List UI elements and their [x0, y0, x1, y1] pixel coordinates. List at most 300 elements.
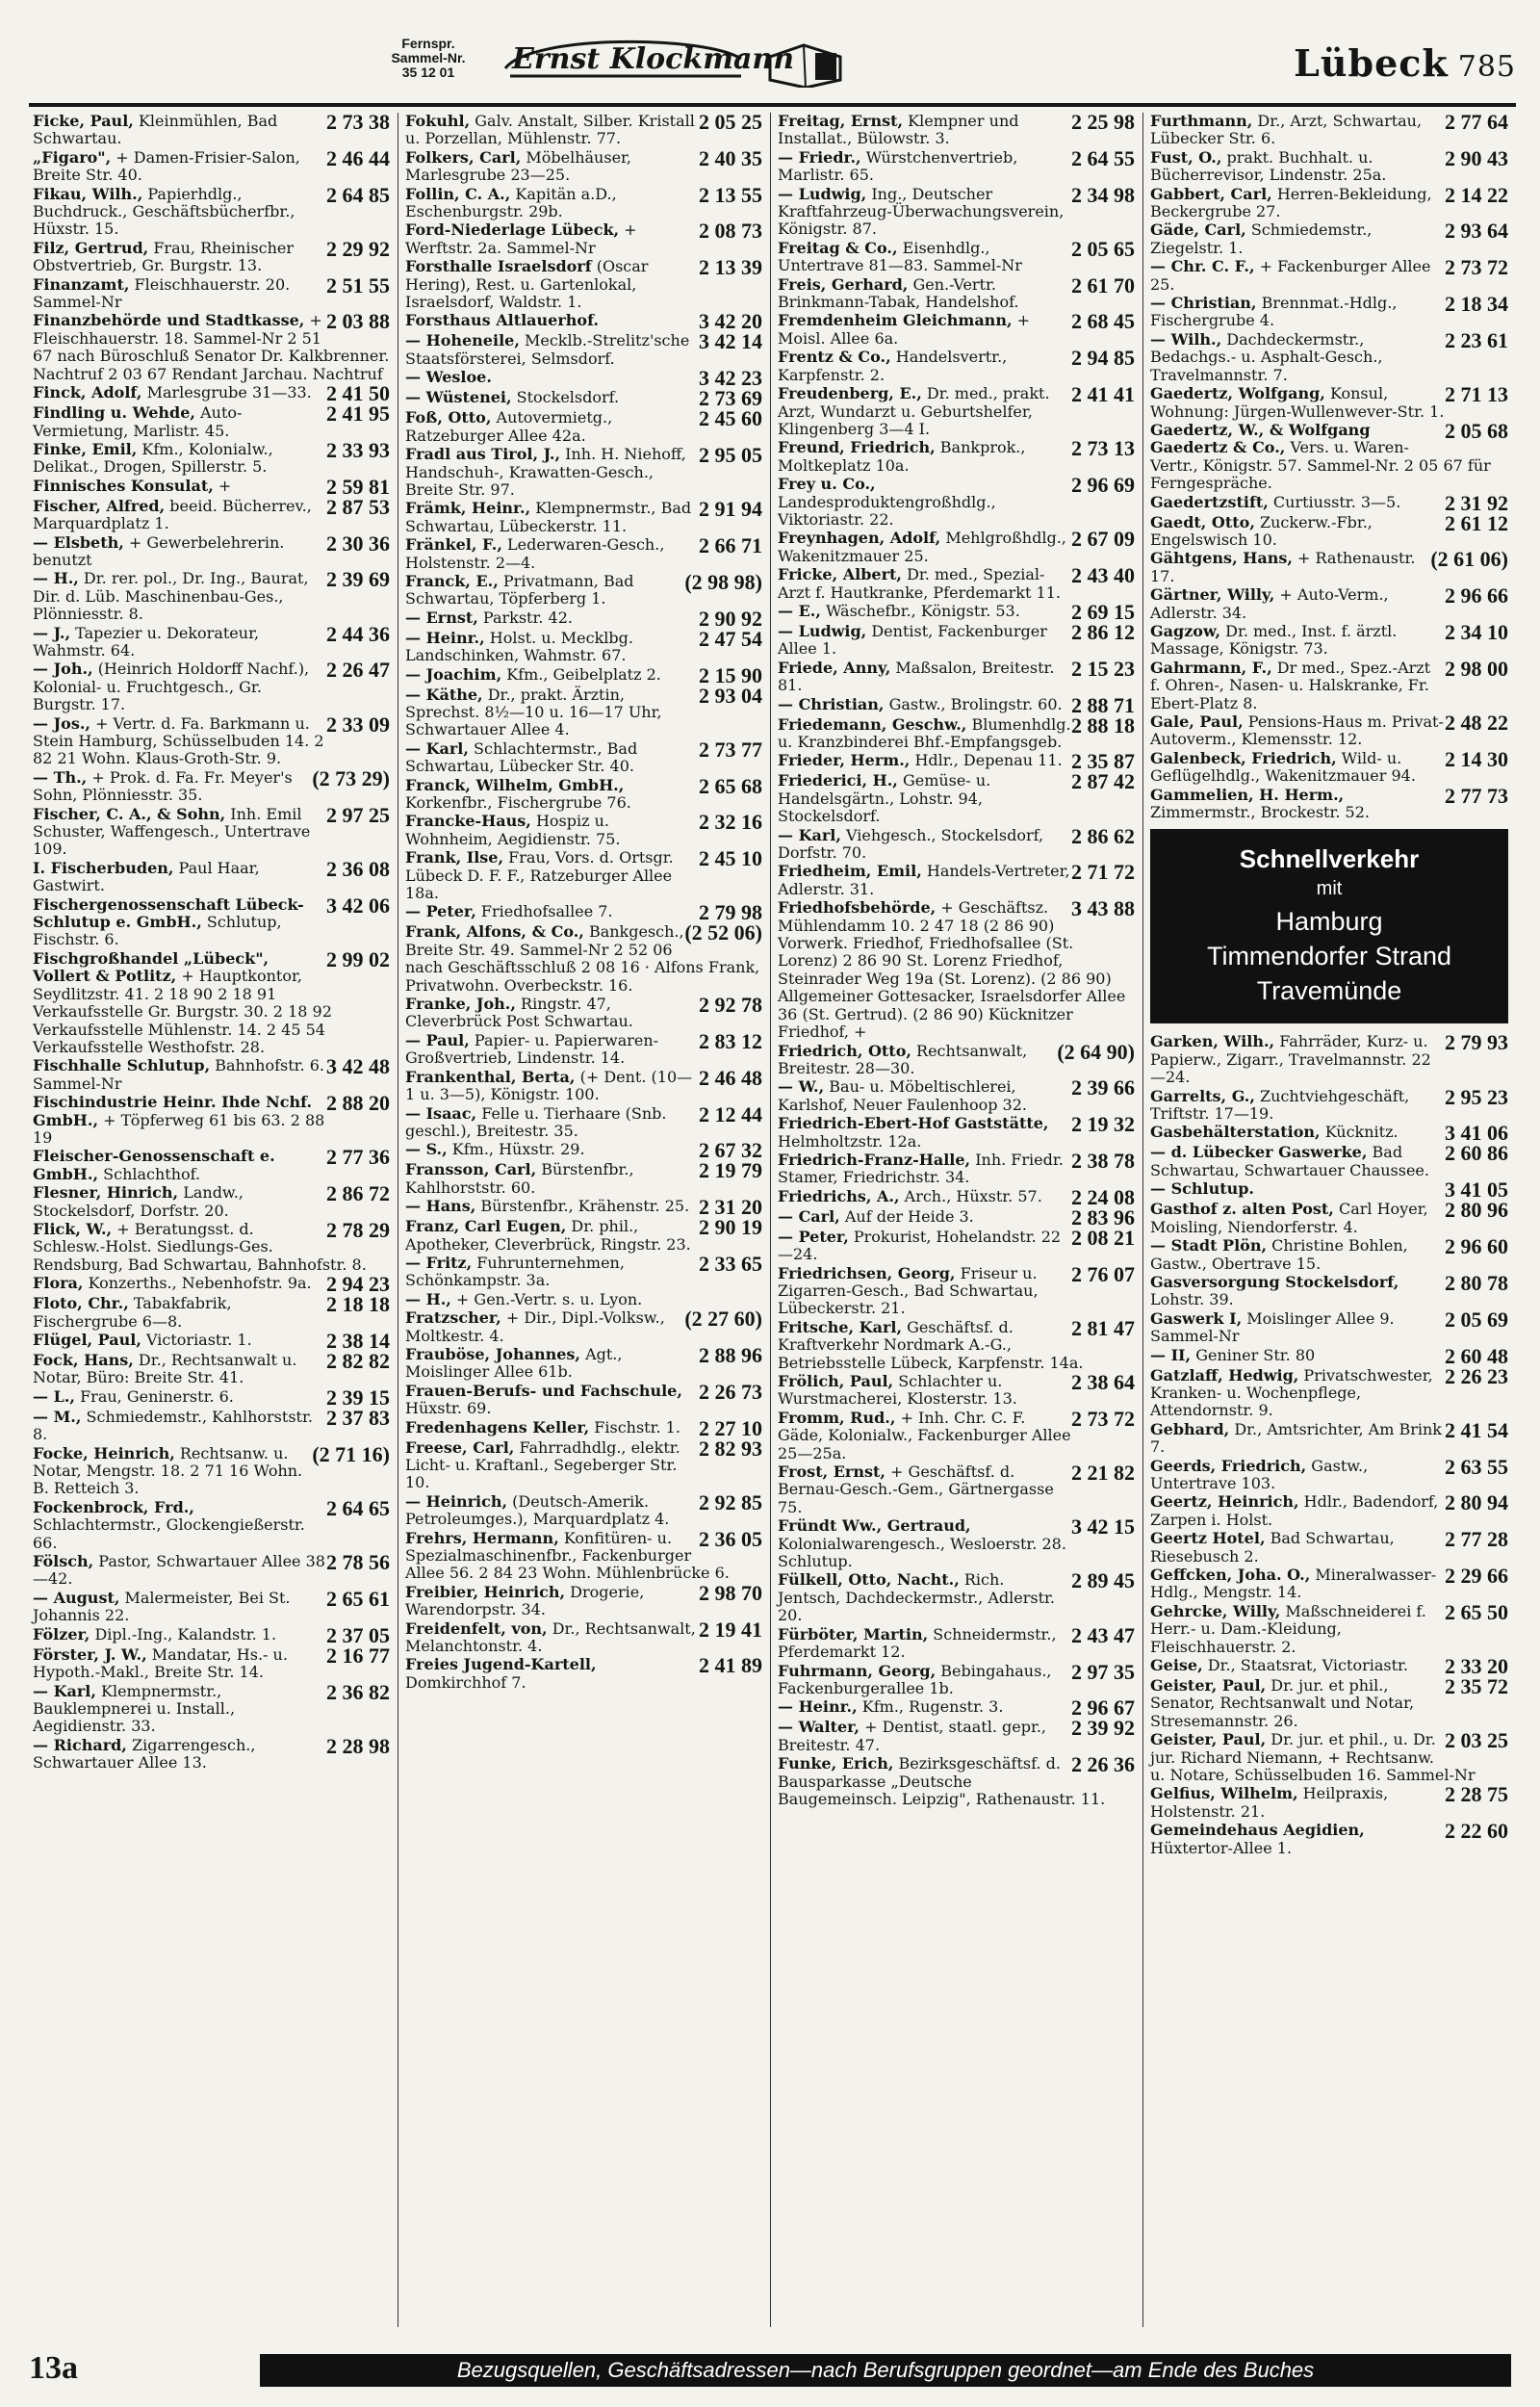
entry-details: Bankgesch., Breite Str. 49. Sammel-Nr 2 52 06 nach Geschäftsschluß 2 08 16 · Alfons Frank, Privatwohn. Overbeckstr. 16. [405, 922, 760, 995]
directory-entry [1150, 1084, 1508, 1124]
entry-details: Zimmermstr., Brockestr. 52. [1150, 803, 1370, 822]
directory-entry [405, 533, 762, 572]
entry-phone-number: 2 22 60 [1445, 1819, 1508, 1844]
sammel-number: 35 12 01 [401, 65, 455, 80]
directory-entry [778, 527, 1135, 565]
entry-phone-number: 2 92 78 [699, 993, 762, 1018]
entry-details: Handelsvertr., Karpfenstr. 2. [778, 348, 1008, 384]
entry-phone-number: 2 38 64 [1071, 1370, 1135, 1394]
entry-name: — Christian, [778, 694, 885, 713]
entry-name: — Joachim, [405, 664, 502, 684]
entry-phone-number: 2 90 19 [699, 1215, 762, 1240]
directory-entry [33, 1292, 390, 1331]
entry-phone-number: 3 41 05 [1445, 1178, 1508, 1203]
entry-details: Domkirchhof 7. [405, 1672, 526, 1692]
entry-phone-number: 2 32 16 [699, 810, 762, 835]
entry-details: Schlachtermstr., Bad Schwartau, Lübecker Str. 40. [405, 738, 638, 776]
entry-details: Frau, Rheinischer Obstvertrieb, Gr. Burgstr. 13. [33, 238, 295, 275]
entry-name: Frölich, Paul, [778, 1372, 894, 1390]
directory-entry [1150, 1198, 1508, 1236]
entry-name: Freis, Gerhard, [778, 274, 909, 294]
entry-name: Ficke, Paul, [33, 113, 134, 130]
directory-entry [33, 401, 390, 440]
entry-details: (Deutsch-Amerik. Petroleumges.), Marquardplatz 4. [405, 1491, 670, 1529]
directory-entry [405, 662, 762, 687]
directory-entry [33, 474, 390, 499]
entry-name: Franke, Joh., [405, 995, 516, 1014]
directory-columns [29, 113, 1516, 2327]
directory-entry [778, 1514, 1135, 1571]
directory-entry [33, 1385, 390, 1410]
directory-entry [405, 1342, 762, 1382]
entry-details: Herren-Bekleidung, Beckergrube 27. [1150, 184, 1432, 221]
entry-details: Christine Bohlen, Gastw., Obertrave 15. [1150, 1236, 1408, 1273]
entry-details: Hüxtertor-Allee 1. [1150, 1838, 1293, 1857]
entry-phone-number: 2 90 43 [1445, 145, 1508, 170]
entry-details: Friseur u. Zigarren-Gesch., Bad Schwartau, Lübeckerstr. 21. [778, 1263, 1039, 1318]
entry-phone-number: (2 52 06) [684, 920, 762, 945]
directory-entry [1150, 145, 1508, 185]
entry-details: Würstchenvertrieb, Marlistr. 65. [778, 147, 1018, 185]
entry-name: — August, [33, 1588, 120, 1607]
entry-details: Klempnermstr., Bad Schwartau, Lübeckerstr. 11. [405, 499, 692, 535]
entry-phone-number: 2 28 75 [1445, 1782, 1508, 1807]
entry-phone-number: 2 64 85 [326, 182, 390, 207]
entry-phone-number: 2 88 20 [326, 1091, 390, 1116]
entry-name: — Heinr., [778, 1697, 858, 1717]
phone-info [371, 36, 486, 80]
entry-details: Schneidermstr., Pferdemarkt 12. [778, 1624, 1057, 1662]
directory-entry [405, 1379, 762, 1418]
entry-details: Frau, Geninerstr. 6. [80, 1386, 234, 1406]
header-rule [29, 103, 1516, 107]
directory-entry [405, 993, 762, 1031]
entry-name: Garrelts, G., [1150, 1086, 1255, 1105]
entry-details: Maßschneiderei f. Herr.- u. Dam.-Kleidung, Fleischhauerstr. 2. [1150, 1601, 1426, 1656]
entry-details: Schlachtermstr., Glockengießerstr. 66. [33, 1515, 305, 1552]
directory-entry [778, 346, 1135, 384]
entry-phone-number: 2 18 18 [326, 1292, 390, 1317]
entry-details: Mineralwasser-Hdlg., Mengstr. 14. [1150, 1566, 1437, 1602]
directory-entry [778, 823, 1135, 863]
column-2 [401, 113, 771, 2327]
entry-phone-number: 2 71 13 [1445, 382, 1508, 407]
entry-phone-number: 2 78 56 [326, 1550, 390, 1575]
entry-details: Korkenfbr., Fischergrube 76. [405, 793, 631, 812]
entry-name: Fürböter, Martin, [778, 1624, 929, 1643]
entry-phone-number: 2 36 82 [326, 1679, 390, 1704]
entry-name: Fritsche, Karl, [778, 1317, 903, 1336]
entry-details: Kfm., Rugenstr. 3. [861, 1697, 1004, 1717]
entry-details: (Heinrich Holdorff Nachf.), Kolonial- u. Fruchtgesch., Gr. Burgstr. 17. [33, 660, 310, 714]
directory-entry [778, 599, 1135, 624]
directory-entry [405, 683, 762, 739]
entry-phone-number: 2 90 92 [699, 606, 762, 631]
entry-name: Fränkel, F., [405, 535, 502, 555]
entry-name: Fransson, Carl, [405, 1160, 537, 1179]
entry-details: Tapezier u. Dekorateur, Wahmstr. 64. [33, 623, 260, 660]
entry-details: Dr. med., Inst. f. ärztl. Massage, Königstr. 73. [1150, 621, 1398, 659]
directory-entry [778, 1261, 1135, 1318]
directory-entry [1150, 1782, 1508, 1821]
entry-name: — Ludwig, [778, 621, 867, 640]
entry-phone-number: 2 26 36 [1071, 1752, 1135, 1777]
entry-details: Kleinmühlen, Bad Schwartau. [33, 113, 278, 148]
directory-entry [405, 1309, 762, 1345]
entry-name: Finanzamt, [33, 274, 130, 294]
entry-phone-number: 2 76 07 [1071, 1261, 1135, 1286]
directory-entry [778, 1568, 1135, 1625]
directory-entry [405, 810, 762, 848]
entry-name: Forsthaus Altlauerhof. [405, 311, 599, 330]
entry-name: — Walter, [778, 1718, 860, 1737]
entry-name: Geister, Paul, [1150, 1676, 1267, 1695]
entry-phone-number: 3 42 15 [1071, 1514, 1135, 1540]
entry-phone-number: 2 65 68 [699, 773, 762, 798]
directory-entry [33, 309, 390, 383]
entry-details: Mandatar, Hs.- u. Hypoth.-Makl., Breite Str. 14. [33, 1644, 288, 1682]
brand-logo-graphic [500, 30, 866, 88]
directory-entry [1150, 1654, 1508, 1679]
entry-phone-number: 2 19 79 [699, 1158, 762, 1183]
entry-details: Dr., Rechtsanwalt u. Notar, Büro: Breite Str. 41. [33, 1351, 297, 1387]
directory-entry [33, 1145, 390, 1183]
entry-details: Zigarrengesch., Schwartauer Allee 13. [33, 1735, 256, 1773]
entry-name: — Karl, [778, 825, 841, 844]
directory-entry [33, 1622, 390, 1647]
entry-phone-number: 2 03 25 [1445, 1728, 1508, 1753]
entry-details: + Fleischhauerstr. 18. Sammel-Nr 2 51 67 nach Büroschluß Senator Dr. Kalkbrenner. Nachtruf 2 03 67 Rendant Jarchau. Nachtruf [33, 311, 390, 383]
directory-entry [1150, 1363, 1508, 1420]
entry-details: + Beratungsst. d. Schlesw.-Holst. Siedlungs-Ges. Rendsburg, Bad Schwartau, Bahnhofstr. 8. [33, 1219, 367, 1274]
entry-phone-number: 2 80 78 [1445, 1270, 1508, 1295]
entry-phone-number: 3 42 48 [326, 1054, 390, 1079]
directory-entry [405, 1028, 762, 1068]
directory-entry [778, 1406, 1135, 1462]
directory-entry [405, 1436, 762, 1492]
entry-details: Arch., Hüxstr. 57. [904, 1186, 1042, 1205]
entry-name: Frehrs, Hermann, [405, 1528, 559, 1547]
entry-details: Pastor, Schwartauer Allee 38—42. [33, 1552, 325, 1589]
entry-phone-number: 2 12 44 [699, 1101, 762, 1126]
entry-phone-number: 2 19 32 [1071, 1112, 1135, 1137]
entry-details: Bad Schwartau, Riesebusch 2. [1150, 1529, 1395, 1566]
entry-name: I. Fischerbuden, [33, 858, 174, 877]
entry-phone-number: 2 39 69 [326, 567, 390, 592]
entry-name: Fradl aus Tirol, J., [405, 445, 561, 464]
directory-entry [33, 660, 390, 713]
directory-entry [405, 1065, 762, 1104]
entry-phone-number: 2 87 42 [1071, 769, 1135, 794]
entry-phone-number: 2 99 02 [326, 946, 390, 971]
directory-entry [778, 749, 1135, 774]
directory-entry [778, 1039, 1135, 1078]
entry-name: Gasthof z. alten Post, [1150, 1200, 1334, 1219]
entry-details: Heilpraxis, Holstenstr. 21. [1150, 1784, 1389, 1821]
entry-phone-number: 2 36 08 [326, 856, 390, 881]
entry-details: Bebingahaus., Fackenburgerallee 1b. [778, 1661, 1052, 1697]
entry-phone-number: 3 42 20 [699, 309, 762, 334]
entry-details: Parkstr. 42. [482, 608, 573, 627]
entry-name: Galenbeck, Friedrich, [1150, 748, 1337, 767]
directory-entry [1150, 783, 1508, 822]
entry-phone-number: 2 35 87 [1071, 749, 1135, 774]
directory-entry [33, 946, 390, 1056]
entry-phone-number: (2 64 90) [1057, 1039, 1135, 1064]
entry-phone-number: (2 27 60) [684, 1307, 762, 1332]
entry-name: Freese, Carl, [405, 1437, 515, 1457]
entry-details: Dr. med., prakt. Arzt, Wundarzt u. Geburtshelfer, Klingenberg 3—4 I. [778, 384, 1050, 438]
entry-details: Gastw., Untertrave 103. [1150, 1456, 1369, 1492]
entry-name: Gaedertzstift, [1150, 492, 1269, 511]
directory-entry [778, 1695, 1135, 1721]
entry-details: Dr. jur. et phil., u. Dr. jur. Richard Niemann, + Rechtsanw. u. Notare, Schüsselbuden 16. Sammel-Nr [1150, 1730, 1476, 1785]
directory-entry [778, 436, 1135, 475]
directory-entry [405, 737, 762, 776]
directory-entry [405, 1653, 762, 1692]
entry-phone-number: 2 97 35 [1071, 1659, 1135, 1684]
entry-phone-number: 2 69 15 [1071, 599, 1135, 624]
entry-name: Friedrich-Ebert-Hof Gaststätte, [778, 1114, 1049, 1133]
directory-entry [33, 272, 390, 312]
entry-name: Friedhofsbehörde, [778, 898, 937, 918]
entry-name: Franck, Wilhelm, GmbH., [405, 775, 625, 794]
entry-details: Dipl.-Ing., Kalandstr. 1. [94, 1624, 277, 1643]
entry-details: Zuchtviehgeschäft, Triftstr. 17—19. [1150, 1086, 1410, 1124]
entry-name: — Isaac, [405, 1103, 477, 1123]
entry-name: Finnisches Konsulat, [33, 476, 214, 495]
entry-phone-number: 2 77 73 [1445, 783, 1508, 808]
entry-phone-number: 2 60 86 [1445, 1141, 1508, 1166]
directory-entry [1150, 746, 1508, 786]
entry-name: Ford-Niederlage Lübeck, [405, 220, 620, 240]
directory-entry [33, 437, 390, 477]
entry-name: — Ludwig, [778, 184, 867, 203]
entry-phone-number: 2 41 41 [1071, 382, 1135, 407]
page-header [29, 14, 1516, 103]
footer-banner: Bezugsquellen, Geschäftsadressen—nach Berufsgruppen geordnet—am Ende des Buches [260, 2354, 1511, 2387]
directory-entry [778, 1315, 1135, 1372]
entry-phone-number: 2 73 72 [1071, 1406, 1135, 1431]
entry-name: Freibier, Heinrich, [405, 1582, 566, 1601]
entry-name: — Friedr., [778, 147, 861, 167]
entry-details: Frau, Vors. d. Ortsgr. Lübeck D. F. F., Ratzeburger Allee 18a. [405, 848, 674, 903]
entry-name: Friedrichsen, Georg, [778, 1263, 956, 1282]
entry-phone-number: 2 40 35 [699, 145, 762, 170]
entry-details: Rechtsanw. u. Notar, Mengstr. 18. 2 71 16 Wohn. B. Retteich 3. [33, 1443, 303, 1498]
directory-entry [33, 145, 390, 185]
directory-entry [405, 1415, 762, 1440]
entry-details: + Geschäftsf. d. Bernau-Gesch.-Gem., Gärtnergasse 75. [778, 1462, 1054, 1516]
entry-name: Fuhrmann, Georg, [778, 1661, 937, 1680]
entry-name: — L., [33, 1386, 75, 1406]
directory-entry [33, 1733, 390, 1773]
directory-entry [405, 626, 762, 665]
entry-details: Tabakfabrik, Fischergrube 6—8. [33, 1294, 232, 1331]
entry-name: Friedrichs, A., [778, 1186, 900, 1205]
entry-details: Dr., Arzt, Schwartau, Lübecker Str. 6. [1150, 113, 1423, 148]
entry-details: Bürstenfbr., Krähenstr. 25. [480, 1197, 690, 1216]
entry-details: beeid. Bücherrev., Marquardplatz 1. [33, 496, 312, 533]
entry-details: Moislinger Allee 9. Sammel-Nr [1150, 1308, 1395, 1346]
entry-name: — H., [405, 1289, 451, 1308]
directory-entry [33, 1217, 390, 1274]
entry-name: Fockenbrock, Frd., [33, 1497, 194, 1516]
entry-details: Drogerie, Warendorpstr. 34. [405, 1582, 645, 1619]
entry-name: Franck, E., [405, 571, 499, 590]
directory-entry [778, 1075, 1135, 1114]
entry-name: Finanzbehörde und Stadtkasse, [33, 311, 305, 330]
entry-details: Prokurist, Hohelandstr. 22—24. [778, 1227, 1062, 1264]
entry-phone-number: 2 68 45 [1071, 309, 1135, 334]
entry-details: Galv. Anstalt, Silber. Kristall u. Porzellan, Mühlenstr. 77. [405, 113, 695, 148]
entry-name: Follin, C. A., [405, 184, 511, 203]
entry-name: — S., [405, 1140, 448, 1159]
entry-phone-number: 2 79 93 [1445, 1030, 1508, 1055]
entry-details: + Töpferweg 61 bis 63. 2 88 19 [33, 1110, 325, 1147]
entry-phone-number: 2 86 62 [1071, 823, 1135, 848]
directory-entry [778, 1148, 1135, 1187]
entry-details: + [218, 476, 232, 495]
entry-name: — Hoheneile, [405, 331, 520, 350]
directory-entry [33, 494, 390, 533]
entry-details: Bankprok., Moltkeplatz 10a. [778, 438, 1026, 475]
entry-name: Finke, Emil, [33, 439, 138, 458]
entry-name: Findling u. Wehde, [33, 403, 195, 423]
entry-details: Privatmann, Bad Schwartau, Töpferberg 1. [405, 571, 634, 608]
entry-name: Frost, Ernst, [778, 1462, 886, 1482]
fernspr-label: Fernspr. [401, 36, 455, 51]
entry-phone-number: 2 73 13 [1071, 436, 1135, 461]
entry-name: Gasversorgung Stockelsdorf, [1150, 1272, 1399, 1291]
entry-phone-number: 2 16 77 [326, 1643, 390, 1668]
entry-details: Rechtsanwalt, Breitestr. 28—30. [778, 1041, 1028, 1077]
entry-details: Schlachter u. Wurstmacherei, Klosterstr. 13. [778, 1372, 1017, 1409]
entry-name: — Th., [33, 767, 88, 787]
entry-details: Paul Haar, Gastwirt. [33, 858, 260, 895]
entry-phone-number: 2 35 72 [1445, 1674, 1508, 1699]
directory-entry [1150, 547, 1508, 585]
directory-entry [778, 309, 1135, 348]
entry-details: Papier- u. Papierwaren-Großvertrieb, Lindenstr. 14. [405, 1030, 659, 1068]
entry-name: — J., [33, 623, 71, 642]
entry-name: Gammelien, H. Herm., [1150, 785, 1345, 804]
directory-entry [1150, 182, 1508, 221]
directory-entry [33, 236, 390, 275]
entry-details: Pensions-Haus m. Privat-Autoverm., Klemensstr. 12. [1150, 712, 1444, 749]
entry-phone-number: 2 61 70 [1071, 272, 1135, 298]
column-3 [774, 113, 1143, 2327]
entry-phone-number: 3 42 14 [699, 329, 762, 354]
entry-phone-number: 2 73 77 [699, 737, 762, 762]
entry-details: Schlachthof. [103, 1164, 201, 1183]
entry-details: + Vertr. d. Fa. Barkmann u. Stein Hamburg, Schüsselbuden 14. 2 82 21 Wohn. Klaus-Groth-Str. 9. [33, 713, 324, 768]
directory-entry [405, 443, 762, 499]
entry-phone-number: 2 60 48 [1445, 1343, 1508, 1368]
directory-entry [778, 113, 1135, 148]
entry-details: Wäschefbr., Königstr. 53. [826, 601, 1020, 620]
entry-name: Friede, Anny, [778, 658, 891, 677]
entry-phone-number: 2 73 38 [326, 113, 390, 134]
directory-entry [405, 1195, 762, 1220]
entry-name: Frank, Ilse, [405, 848, 504, 867]
directory-entry [1150, 1234, 1508, 1273]
entry-name: Flesner, Hinrich, [33, 1183, 179, 1203]
entry-name: — Schlutup. [1150, 1179, 1254, 1199]
entry-name: — Carl, [778, 1206, 840, 1226]
directory-entry [33, 1495, 390, 1552]
entry-phone-number: 2 05 65 [1071, 236, 1135, 261]
entry-phone-number: 2 96 69 [1071, 473, 1135, 498]
directory-entry [778, 1716, 1135, 1754]
entry-phone-number: 2 66 71 [699, 533, 762, 558]
directory-entry [405, 1101, 762, 1141]
entry-phone-number: 2 39 15 [326, 1385, 390, 1410]
entry-details: Klempnermstr., Bauklempnerei u. Install., Aegidienstr. 33. [33, 1681, 236, 1736]
directory-entry [405, 1215, 762, 1254]
directory-entry [1150, 292, 1508, 330]
entry-phone-number: 2 67 32 [699, 1138, 762, 1163]
entry-name: Gatzlaff, Hedwig, [1150, 1365, 1299, 1385]
directory-entry [778, 619, 1135, 659]
entry-name: — Stadt Plön, [1150, 1236, 1268, 1255]
entry-details: Kfm., Hüxstr. 29. [451, 1140, 585, 1159]
advertisement-box [1150, 829, 1508, 1023]
entry-details: (Oscar Hering), Rest. u. Gartenlokal, Israelsdorf, Waldstr. 1. [405, 257, 649, 312]
directory-entry [33, 531, 390, 570]
city-title [1294, 41, 1516, 85]
entry-details: Autovermietg., Ratzeburger Allee 42a. [405, 408, 613, 445]
directory-entry [33, 712, 390, 768]
directory-entry [1150, 1728, 1508, 1785]
entry-name: Frentz & Co., [778, 348, 891, 367]
entry-name: Gaedertz, W., & Wolfgang Gaedertz & Co., [1150, 420, 1371, 457]
entry-name: Gasbehälterstation, [1150, 1123, 1321, 1142]
entry-phone-number: 2 67 09 [1071, 527, 1135, 552]
entry-details: Brennmat.-Hdlg., Fischergrube 4. [1150, 294, 1398, 330]
entry-name: — Peter, [405, 902, 476, 921]
entry-phone-number: 2 77 28 [1445, 1527, 1508, 1552]
ad-line1: Schnellverkehr [1239, 844, 1420, 874]
entry-details: Fahrradhdlg., elektr. Licht- u. Kraftanl., Segeberger Str. 10. [405, 1437, 680, 1492]
directory-entry [405, 329, 762, 368]
entry-name: — Fritz, [405, 1253, 473, 1272]
entry-phone-number: 2 41 50 [326, 381, 390, 406]
entry-name: — d. Lübecker Gaswerke, [1150, 1143, 1368, 1162]
entry-name: — Jos., [33, 713, 90, 733]
entry-phone-number: 2 28 98 [326, 1733, 390, 1758]
entry-name: Gähtgens, Hans, [1150, 549, 1293, 568]
directory-entry [778, 692, 1135, 717]
entry-details: Zuckerw.-Fbr., Engelswisch 10. [1150, 512, 1373, 549]
entry-details: + Prok. d. Fa. Fr. Meyer's Sohn, Plönniesstr. 35. [33, 767, 293, 805]
directory-entry [405, 145, 762, 185]
entry-name: Freies Jugend-Kartell, [405, 1655, 597, 1674]
entry-details: Eisenhdlg., Untertrave 81—83. Sammel-Nr [778, 238, 1022, 275]
directory-entry [33, 1349, 390, 1387]
directory-entry [1150, 1178, 1508, 1203]
page-footer [29, 2350, 1516, 2389]
entry-phone-number: 2 13 39 [699, 255, 762, 280]
entry-phone-number: 2 97 25 [326, 802, 390, 827]
entry-phone-number: 2 13 55 [699, 182, 762, 207]
entry-phone-number: 3 41 06 [1445, 1121, 1508, 1146]
entry-phone-number: 2 05 68 [1445, 418, 1508, 443]
entry-phone-number: 2 36 05 [699, 1526, 762, 1551]
entry-phone-number: 2 48 22 [1445, 711, 1508, 735]
directory-entry [1150, 113, 1508, 148]
entry-name: Frankenthal, Berta, [405, 1067, 576, 1086]
